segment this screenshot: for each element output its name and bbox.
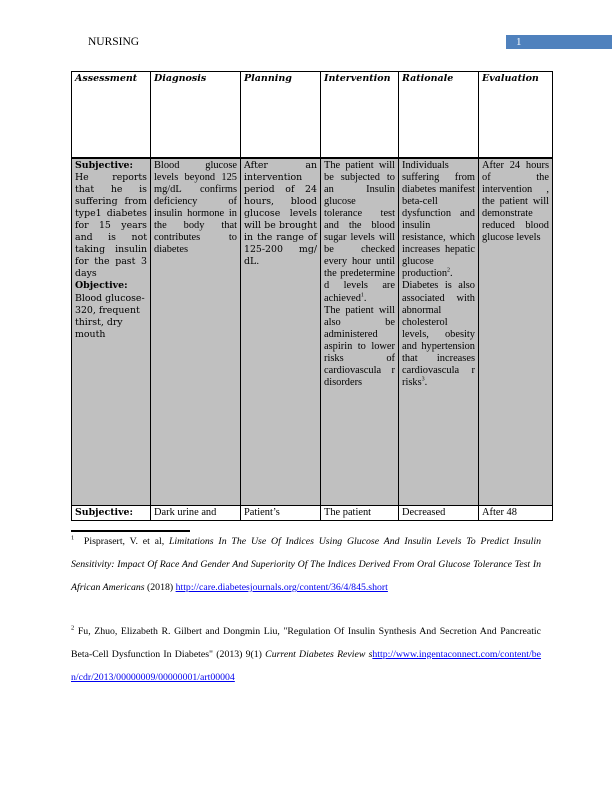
col-header-evaluation: Evaluation [479,72,553,158]
footnote-year: (2018) [147,582,174,593]
cell-assessment: Subjective: [72,506,151,521]
footnote-journal: Current Diabetes Review s [265,649,373,660]
rationale-p1-text: Individuals suffering from diabetes manifest beta-cell dysfunction and insulin resistance, which increases hepatic glucose production [402,159,475,280]
footnote-title: Limitations In The Use Of Indices Using Glucose And Insulin Levels To Predict Insulin Sensitivity: Impact Of Race And Gender And Superiority Of The Indices Derived From Oral Glucose Tolerance Test In African Americans [71,536,541,593]
cell-evaluation: After 48 [479,506,553,521]
intervention-p2: The patient will also be administered aspirin to lower risks of cardiovascula r disorders [324,304,395,389]
footnote-link[interactable]: http://www.ingentaconnect.com/content/ben/cdr/2013/00000009/00000001/art00004 [71,649,541,683]
cell-assessment [72,158,151,506]
running-head: NURSING [88,36,140,48]
col-header-rationale: Rationale [399,72,479,158]
cell-intervention: The patient [321,506,399,521]
footnote-ref[interactable]: 3 [421,376,425,383]
col-header-diagnosis: Diagnosis [151,72,241,158]
cell-diagnosis: Dark urine and [151,506,241,521]
footnote-author: Pisprasert, V. et al, [83,536,165,547]
cell-rationale [399,158,479,506]
cell-rationale: Decreased [399,506,479,521]
subjective-label: Subjective: [75,159,133,171]
cell-diagnosis: Blood glucose levels beyond 125 mg/dL confirms deficiency of insulin hormone in the body that contributes to diabetes [151,158,241,506]
footnote-link[interactable]: http://care.diabetesjournals.org/content/36/4/845.short [175,582,388,593]
footnote-number: 2 [71,624,75,632]
col-header-intervention: Intervention [321,72,399,158]
rationale-p1: Individuals suffering from diabetes manifest beta-cell dysfunction and insulin resistance, which increases hepatic glucose production$^2$. [402,159,475,280]
col-header-planning: Planning [241,72,321,158]
intervention-p1: The patient will be subjected to an Insulin glucose tolerance test and the blood sugar levels will be checked every hour until the predetermine d levels are achieved$^1$. [324,159,395,304]
cell-evaluation: After 24 hours of the intervention , the patient will demonstrate reduced blood glucose levels [479,158,553,506]
rationale-p2: Diabetes is also associated with abnormal cholesterol levels, obesity and hypertension that increases cardiovascula r risks$^3$. [402,280,475,389]
footnote-number: 1 [71,534,75,542]
footnote-ref[interactable]: 2 [447,267,451,274]
objective-label: Objective: [75,280,128,292]
table-row [72,158,553,506]
footnote-ref[interactable]: 1 [360,292,364,299]
cell-planning: After an intervention period of 24 hours, blood glucose levels will be brought in the range of 125-200 mg/ dL. [241,158,321,506]
page-number: 1 [506,35,612,49]
footnote-author: Fu, Zhuo, Elizabeth R. Gilbert and Dongmin Liu, "Regulation Of Insulin Synthesis And Secretion And Pancreatic Beta-Cell Dysfunction In Diabetes" (2013) 9(1) [71,626,542,660]
intervention-p1-text: The patient will be subjected to an Insulin glucose tolerance test and the blood sugar levels will be checked every hour until the predetermine d levels are achieved [324,159,395,304]
care-plan-table [71,71,553,521]
objective-text: Blood glucose- 320, frequent thirst, dry mouth [75,292,145,340]
cell-intervention [321,158,399,506]
col-header-assessment: Assessment [72,72,151,158]
footnote-2 [71,620,541,689]
subjective-text: He reports that he is suffering from type1 diabetes for 15 years and is not taking insulin for the past 3 days [75,171,147,280]
table-row [72,506,553,521]
footnote-1 [71,530,541,599]
table-header-row [72,72,553,158]
rationale-p2-text: Diabetes is also associated with abnormal cholesterol levels, obesity and hypertension that increases cardiovascula r risks [402,280,475,389]
cell-planning: Patient’s [241,506,321,521]
